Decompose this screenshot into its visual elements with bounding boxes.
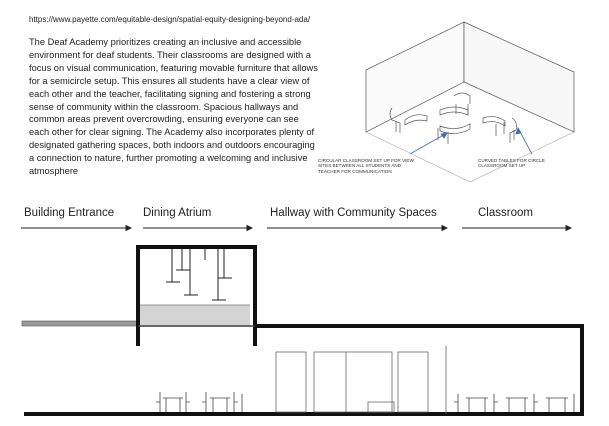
description-paragraph: The Deaf Academy prioritizes creating an inclusive and accessible environment for deaf students. Their classrooms are designed with a focus on visual communication, featuring movable furniture that allows for a semicircle setup. This ensures all students have a clear view of each other and the teacher, facilitating signing and fostering a strong sense of community within the classroom. Spacious hallways and common areas prevent overcrowding, ensuring everyone can see each other for clear signing. The Academy also incorporates plenty of designated gathering spaces, both indoors and outdoors encouraging a connection to nature, further promoting a welcoming and inclusive atmosphere [29,37,318,177]
main-roof [253,326,582,414]
curved-tables-note: CURVED TABLES FOR CIRCLE CLASSROOM SET UP [478,158,545,169]
atrium-outline [138,247,255,346]
atrium-glow [140,305,250,327]
zone-label-dining-atrium: Dining Atrium [143,207,212,219]
circular-setup-note: CIRCULAR CLASSROOM SET UP FOR VIEW SITES BETWEEN ALL STUDENTS AND TEACHER FOR COMMUNICATION [318,158,414,174]
zone-label-building-entrance: Building Entrance [24,207,115,219]
zone-label-classroom: Classroom [478,207,533,219]
zone-label-hallway: Hallway with Community Spaces [270,207,437,219]
source-url: https://www.payette.com/equitable-design/spatial-equity-designing-beyond-ada/ [29,15,311,24]
entrance-canopy [22,321,138,326]
